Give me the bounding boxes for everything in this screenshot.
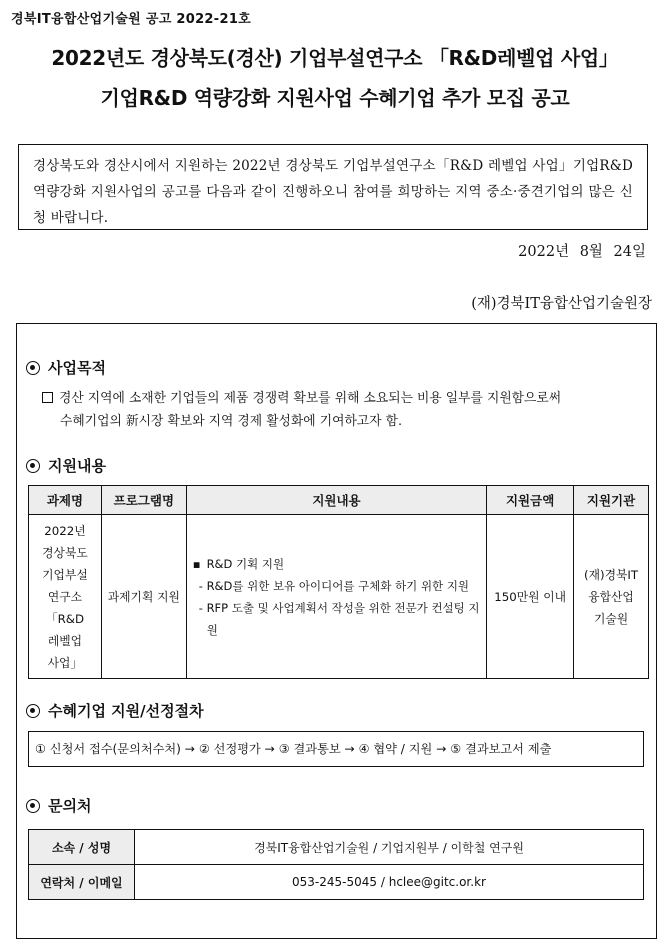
issuer: (재)경북IT융합산업기술원장 [471,296,652,312]
section-heading-procedure [26,700,204,721]
agency-line: (재)경북IT [584,567,639,582]
contact-label: 연락처 / 이메일 [29,865,135,900]
column-header: 프로그램명 [101,486,186,515]
project-line: 연구소 [47,589,83,604]
purpose-text [42,387,642,433]
title-line-2: 기업R&D 역량강화 지원사업 수혜기업 추가 모집 공고 [100,86,570,110]
square-bullet-icon [42,392,53,403]
table-header-row [29,486,649,515]
intro-text: 경상북도와 경산시에서 지원하는 2022년 경상북도 기업부설연구소「R&D 레벨업 사업」기업R&D 역량강화 지원사업의 공고를 다음과 같이 진행하오니 참여를 희망하는 지역 중소·중견기업의 많은 신청 바랍니다. [33,158,633,226]
circle-bullet-icon [26,459,40,473]
title-line-1: 2022년도 경상북도(경산) 기업부설연구소 「R&D레벨업 사업」 [51,46,619,70]
cell-agency [574,515,649,679]
contact-table [28,829,644,900]
content-sub-2: - RFP 도출 및 사업계획서 작성을 위한 전문가 컨설팅 지원 [198,600,480,637]
circle-bullet-icon [26,799,40,813]
section-heading-contact [26,795,91,816]
purpose-line-1: 경산 지역에 소재한 기업들의 제품 경쟁력 확보를 위해 소요되는 비용 일부를 지원함으로써 [59,391,562,406]
column-header: 과제명 [29,486,102,515]
circle-bullet-icon [26,704,40,718]
section-heading-purpose [26,357,106,378]
table-row [29,515,649,679]
procedure-box [28,731,644,767]
table-row [29,865,644,900]
project-line: 레벨업 [47,633,83,648]
agency-line: 융합산업 [588,589,634,604]
cell-content [186,515,486,679]
support-table [28,485,649,679]
circle-bullet-icon [26,361,40,375]
section-title: 사업목적 [48,359,106,377]
project-line: 경상북도 [42,545,88,560]
section-heading-support [26,455,106,476]
table-row [29,830,644,865]
notice-date: 2022년 8월 24일 [518,244,646,260]
notice-number: 경북IT융합산업기술원 공고 2022-21호 [11,12,252,27]
column-header: 지원금액 [487,486,574,515]
content-main: R&D 기획 지원 [206,556,285,571]
section-title: 지원내용 [48,457,106,475]
project-line: 「R&D [45,611,85,626]
intro-box [18,144,648,230]
contact-value: 053-245-5045 / hclee@gitc.or.kr [135,865,644,900]
column-header: 지원기관 [574,486,649,515]
project-line: 기업부설 [42,567,88,582]
cell-program: 과제기획 지원 [101,515,186,679]
section-title: 문의처 [48,797,92,815]
column-header: 지원내용 [186,486,486,515]
small-square-bullet-icon: ▪ [192,556,201,571]
procedure-text: ① 신청서 접수(문의처수처) → ② 선정평가 → ③ 결과통보 → ④ 협약 / 지원 → ⑤ 결과보고서 제출 [35,742,552,756]
project-line: 사업」 [47,655,83,670]
purpose-line-2: 수혜기업의 新시장 확보와 지역 경제 활성화에 기여하고자 함. [60,414,403,429]
cell-project [29,515,102,679]
section-title: 수혜기업 지원/선정절차 [48,702,204,720]
project-line: 2022년 [44,523,86,538]
content-sub-1: - R&D를 위한 보유 아이디어를 구체화 하기 위한 지원 [198,578,470,593]
contact-label: 소속 / 성명 [29,830,135,865]
agency-line: 기술원 [593,611,629,626]
cell-amount: 150만원 이내 [487,515,574,679]
contact-value: 경북IT융합산업기술원 / 기업지원부 / 이학철 연구원 [135,830,644,865]
